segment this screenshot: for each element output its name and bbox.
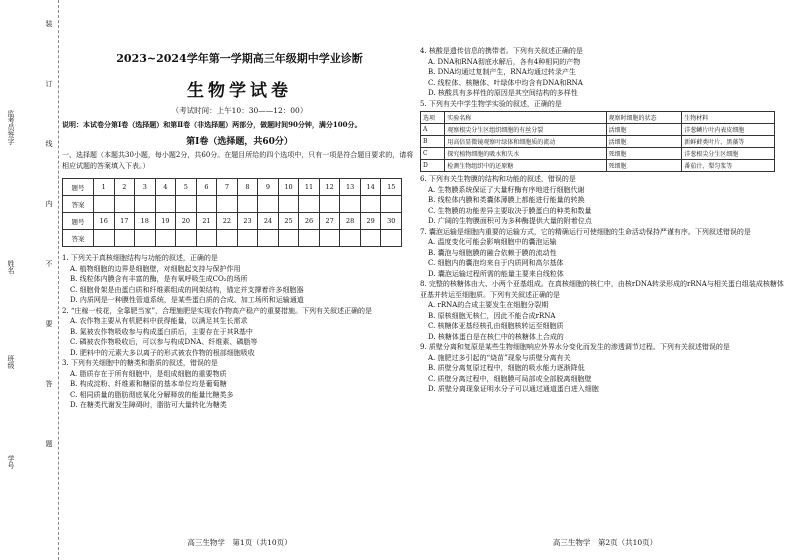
column-header: 实验名称 [445, 112, 606, 124]
question-number: 18 [135, 213, 156, 230]
answer-cell[interactable] [93, 196, 114, 213]
row-label: 题号 [63, 179, 94, 196]
question-number: 5 [176, 179, 197, 196]
question-number: 13 [340, 179, 361, 196]
question-number: 10 [278, 179, 299, 196]
table-row [421, 124, 775, 136]
table-row [63, 213, 402, 230]
question-option: C. 细胞骨架是由蛋白质和纤维素组成的网架结构，锚定并支撑着许多细胞器 [70, 285, 304, 294]
question-option: D. 在糖类代谢发生障碍时，脂肪可大量转化为糖类 [70, 401, 227, 409]
question-number: 3 [135, 179, 156, 196]
answer-table [62, 178, 402, 247]
question-option: C. 线粒体、核糖体、叶绿体中均含有DNA和RNA [428, 78, 583, 87]
question-option: D. 囊泡运输过程所需的能量主要来自线粒体 [428, 269, 564, 278]
row-label: 答案 [63, 230, 94, 247]
question-number: 20 [176, 213, 197, 230]
page-footer: 高三生物学 第1页（共10页） [187, 538, 292, 547]
seal-mark: 不 [45, 260, 53, 267]
gutter-label-id: 学号 [7, 455, 15, 469]
table-cell: 探究植物细胞的吸水和失水 [445, 148, 606, 160]
question-number: 1 [93, 179, 114, 196]
question-stem: 9. 质壁分离和复原是某些生物细胞响应外界水分变化而发生的渗透调节过程。下列有关叙述错误的是 [420, 343, 730, 351]
question-number: 8 [237, 179, 258, 196]
answer-cell[interactable] [135, 230, 156, 247]
answer-cell[interactable] [196, 196, 217, 213]
answer-cell[interactable] [176, 230, 197, 247]
question-stem: 8. 完整的核糖体由大、小两个亚基组成。在真核细胞的核仁中，由核rDNA转录形成的rRNA与相关蛋白组装成核糖体亚基并转运至细胞质。下列有关叙述正确的是 [420, 280, 784, 299]
seal-mark: 装 [45, 20, 53, 27]
answer-cell[interactable] [360, 230, 381, 247]
question-number: 25 [278, 213, 299, 230]
table-cell: 新鲜藓类叶片、黑藻等 [682, 136, 775, 148]
question-option: A. 脂质存在于所有细胞中，是组成细胞的重要物质 [70, 369, 227, 378]
answer-cell[interactable] [237, 196, 258, 213]
question-number: 16 [93, 213, 114, 230]
column-header: 观察时细胞的状态 [606, 112, 682, 124]
question-number: 17 [114, 213, 135, 230]
gutter-label-name: 姓名 [7, 260, 15, 274]
table-cell: 洋葱鳞片叶内表皮细胞 [682, 124, 775, 136]
question-number: 9 [258, 179, 279, 196]
answer-cell[interactable] [237, 230, 258, 247]
question-option: A. rRNA的合成主要发生在细胞分裂期 [428, 301, 549, 309]
seal-mark: 题 [45, 440, 53, 447]
seal-mark: 要 [45, 320, 53, 327]
answer-cell[interactable] [299, 230, 320, 247]
table-header-row [421, 112, 775, 124]
seal-mark: 线 [45, 140, 53, 147]
table-cell: 活细胞 [606, 124, 682, 136]
table-cell: D [421, 160, 445, 172]
experiment-table [420, 111, 775, 172]
question-option: B. 质壁分离复原过程中，细胞的吸水能力逐渐降低 [428, 364, 585, 372]
question-stem: 5. 下列有关中学生物学实验的叙述，正确的是 [420, 99, 562, 108]
row-label: 题号 [63, 213, 94, 230]
question-number: 21 [196, 213, 217, 230]
question-option: A. 生物膜系统保证了大量籽酶有序地进行细胞代谢 [428, 185, 585, 194]
table-cell: 用高倍显微镜观察叶绿体和细胞质的流动 [445, 136, 606, 148]
question-number: 7 [217, 179, 238, 196]
question-option: B. 囊泡与细胞膜的融合依赖于膜的流动性 [428, 248, 557, 257]
question-number: 26 [299, 213, 320, 230]
gutter-label-proctor: 监考员签字 [7, 110, 15, 145]
question-option: D. 肥料中的元素大多以离子的形式被农作物的根部细胞吸收 [70, 348, 255, 357]
question-option: A. 农作物主要从有机肥料中获得能量，以满足其生长需求 [70, 317, 248, 325]
question-option: C. 磷被农作物吸收后，可以参与构成DNA、纤维素、磷脂等 [70, 338, 258, 346]
answer-cell[interactable] [340, 230, 361, 247]
column-header: 生物材料 [682, 112, 775, 124]
answer-cell[interactable] [299, 196, 320, 213]
answer-cell[interactable] [278, 230, 299, 247]
question-number: 19 [155, 213, 176, 230]
table-row [63, 179, 402, 196]
seal-mark: 订 [45, 80, 53, 87]
volume-heading: 第Ⅰ卷（选择题，共60分） [186, 137, 293, 147]
question-option: C. 质壁分离过程中，细胞膜可局部或全部脱离细胞壁 [428, 374, 592, 383]
table-cell: 检测生物组织中的还原糖 [445, 160, 606, 172]
question-stem: 1. 下列关于真核细胞结构与功能的叙述，正确的是 [62, 254, 218, 262]
section-intro: 一、选择题（本题共30小题，每小题2分，共60分。在题目所给的四个选项中，只有一项是符合题目要求的，请将相应试题的答案填入下表。） [62, 151, 414, 170]
question-option: B. 原核细胞无核仁，因此不能合成rRNA [428, 311, 556, 320]
table-cell: C [421, 148, 445, 160]
table-cell: 死细胞 [606, 160, 682, 172]
gutter-label-class: 班级 [7, 355, 15, 369]
question-number: 22 [217, 213, 238, 230]
answer-cell[interactable] [319, 196, 340, 213]
table-cell: 活细胞 [606, 136, 682, 148]
question-option: B. 线粒体内膜和类囊体薄膜上都能进行能量的转换 [428, 196, 585, 204]
answer-cell[interactable] [155, 196, 176, 213]
question-option: B. 构成淀粉、纤维素和糖原的基本单位均是葡萄糖 [70, 380, 227, 388]
question-number: 29 [360, 213, 381, 230]
question-number: 24 [258, 213, 279, 230]
question-option: A. 温度变化可能会影响细胞中的囊泡运输 [428, 238, 557, 246]
table-row [421, 148, 775, 160]
answer-cell[interactable] [381, 230, 402, 247]
subject-title: 生物学试卷 [187, 81, 292, 101]
left-questions [62, 253, 417, 411]
answer-cell[interactable] [319, 230, 340, 247]
question-option: A. 施肥过多引起的“烧苗”现象与质壁分离有关 [428, 353, 571, 362]
answer-cell[interactable] [278, 196, 299, 213]
answer-cell[interactable] [135, 196, 156, 213]
question-option: C. 细胞内的囊泡均来自于内质网和高尔基体 [428, 259, 564, 267]
answer-cell[interactable] [258, 230, 279, 247]
page-footer: 高三生物学 第2页（共10页） [552, 538, 658, 547]
question-number: 12 [319, 179, 340, 196]
question-option: D. 广阔的生物膜面积可为多种酶提供大量的附着位点 [428, 217, 592, 225]
column-header: 选项 [421, 112, 445, 124]
table-row [421, 136, 775, 148]
question-option: B. 氮被农作物吸收参与构成蛋白质后，主要存在于其R基中 [70, 327, 253, 336]
table-row [421, 160, 775, 172]
table-row [63, 196, 402, 213]
table-row [63, 230, 402, 247]
question-option: C. 生物膜的功能差异主要取决于膜蛋白的种类和数量 [428, 206, 592, 215]
answer-cell[interactable] [196, 230, 217, 247]
answer-cell[interactable] [360, 196, 381, 213]
answer-cell[interactable] [155, 230, 176, 247]
question-stem: 6. 下列有关生物膜的结构和功能的叙述，错误的是 [420, 175, 576, 183]
table-cell: B [421, 136, 445, 148]
seal-mark: 内 [45, 200, 53, 207]
question-number: 4 [155, 179, 176, 196]
exam-time: （考试时间：上午10：30——12：00） [171, 106, 308, 115]
question-option: D. 质壁分离现象证明水分子可以通过通道蛋白进入细胞 [428, 385, 599, 393]
table-cell: 番茄汁、梨匀浆等 [682, 160, 775, 172]
question-option: D. 核酸具有多样性的原因是其空间结构的多样性 [428, 89, 578, 97]
question-option: C. 相同质量的脂肪彻底氧化分解释放的能量比糖类多 [70, 390, 234, 399]
exam-title: 2023~2024学年第一学期高三年级期中学业诊断 [116, 52, 363, 65]
right-questions-top [420, 46, 790, 109]
question-stem: 4. 核酸是遗传信息的携带者。下列有关叙述正确的是 [420, 47, 583, 55]
answer-cell[interactable] [217, 230, 238, 247]
right-questions-bottom [420, 174, 790, 395]
table-cell: 观察根尖分生区组织细胞的有丝分裂 [445, 124, 606, 136]
question-option: D. 内质网是一种膜性管道系统，是某些蛋白质的合成、加工场所和运输通道 [70, 296, 304, 304]
question-option: D. 核糖体蛋白是在核仁中的核糖体上合成的 [428, 332, 564, 341]
question-option: C. 核糖体亚基经核孔由细胞核转运至细胞质 [428, 322, 564, 330]
seal-mark: 答 [45, 380, 53, 387]
answer-cell[interactable] [114, 196, 135, 213]
page-left [62, 0, 417, 560]
answer-cell[interactable] [258, 196, 279, 213]
question-option: B. DNA均通过复制产生，RNA均通过转录产生 [428, 68, 576, 76]
question-number: 30 [381, 213, 402, 230]
table-cell: A [421, 124, 445, 136]
question-number: 15 [381, 179, 402, 196]
table-cell: 洋葱根尖分生区细胞 [682, 148, 775, 160]
question-number: 23 [237, 213, 258, 230]
question-option: A. DNA和RNA彻底水解后，各有4种相同的产物 [428, 57, 581, 66]
table-cell: 死细胞 [606, 148, 682, 160]
answer-cell[interactable] [176, 196, 197, 213]
question-stem: 3. 下列有关细胞中的糖类和脂质的叙述，错误的是 [62, 359, 218, 367]
answer-cell[interactable] [340, 196, 361, 213]
question-number: 14 [360, 179, 381, 196]
question-number: 27 [319, 213, 340, 230]
question-stem: 2. “庄稼一枝花，全靠肥当家”，合理施肥是实现农作物高产稳产的重要措施。下列有关叙述正确的是 [62, 306, 373, 315]
question-stem: 7. 囊泡运输是细胞内重要的运输方式，它的精确运行可使细胞的生命活动保持严谨有序。下列叙述错误的是 [420, 227, 751, 236]
question-option: A. 植物细胞的边界是细胞壁，对细胞起支持与保护作用 [70, 264, 241, 273]
answer-cell[interactable] [114, 230, 135, 247]
answer-cell[interactable] [381, 196, 402, 213]
question-option: B. 线粒体内膜含有丰富的酶，是有氧呼吸生成CO₂的场所 [70, 275, 248, 283]
answer-cell[interactable] [217, 196, 238, 213]
row-label: 答案 [63, 196, 94, 213]
question-number: 2 [114, 179, 135, 196]
binding-gutter [0, 0, 59, 560]
question-number: 11 [299, 179, 320, 196]
page-right [420, 0, 790, 560]
question-number: 6 [196, 179, 217, 196]
exam-description: 说明：本试卷分第Ⅰ卷（选择题）和第Ⅱ卷（非选择题）两部分，做题时间90分钟，满分100分。 [62, 120, 362, 129]
answer-cell[interactable] [93, 230, 114, 247]
question-number: 28 [340, 213, 361, 230]
